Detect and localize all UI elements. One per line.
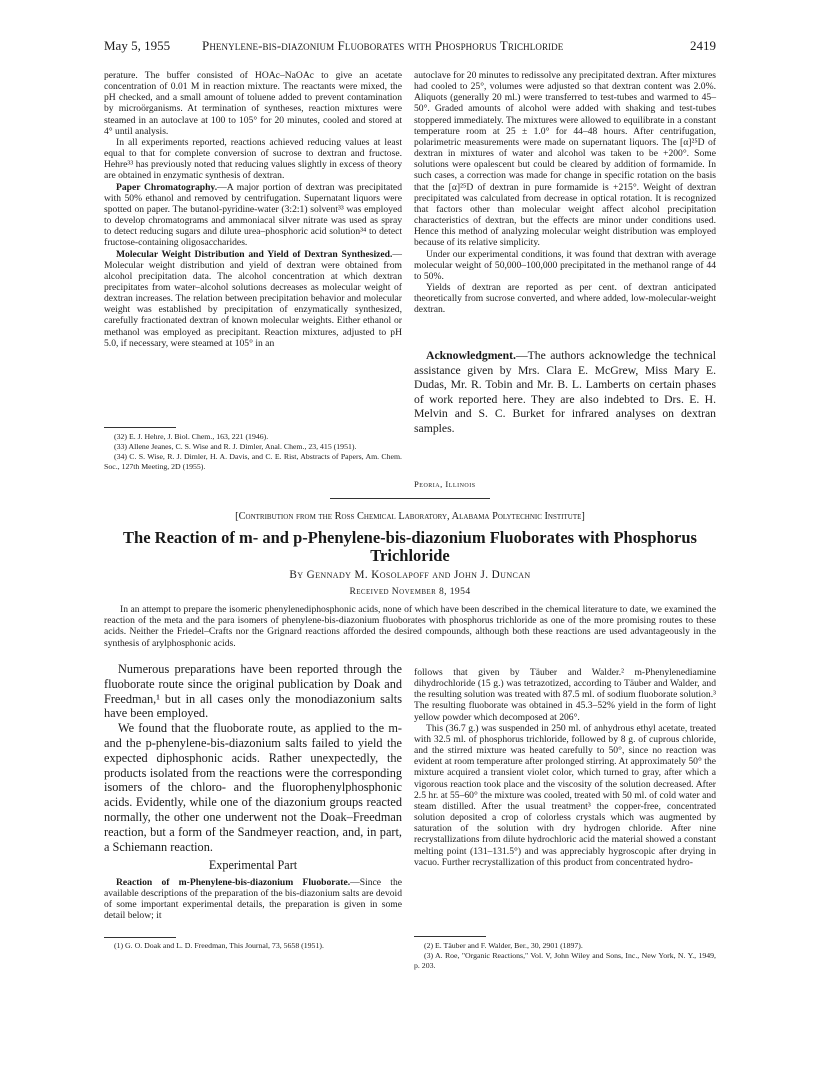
paragraph: This (36.7 g.) was suspended in 250 ml. of anhydrous ethyl acetate, treated with 32.5 ml. of phosphorus trichloride, followed by 8 g. of cuprous chloride, and the stirred mixture was heated carefully to 50°, since no reaction was evident at room temperature after prolonged stirring. At approximately 50° the mixture acquired a transient violet color, which turned to gray, after which a vigorous reaction took place and the viscosity of the solution decreased. After 2.5 hr. at 55–60° the mixture was cooled, treated with 50 ml. of cold water and steam distilled. After the usual treatment³ the copper-free, concentrated solution deposited a crop of colorless crystals which was augmented by saturation of the solution with dry hydrogen chloride. After nine recrystallizations from dilute hydrochloric acid the material showed a constant melting point (131–131.5°) and was appreciably hygroscopic after drying in vacuo. Further recrystallization of this product from concentrated hydro- bbox=[414, 722, 716, 868]
footnotes-lower-left bbox=[104, 941, 402, 951]
header-date: May 5, 1955 bbox=[104, 38, 171, 53]
upper-left-column bbox=[104, 70, 402, 349]
page-header bbox=[104, 38, 716, 56]
paragraph-text: —A major portion of dextran was precipitated with 50% ethanol and removed by centrifugation. Supernatant liquors were spotted on paper. The butanol-pyridine-water (3:2:1) solvent³³ was employed to develop chromatograms and ammoniacal silver nitrate was used as spray to detect reducing sugars and dilute urea–phosphoric acid solution³⁴ to detect fructose-containing oligosaccharides. bbox=[104, 181, 402, 249]
paragraph: Under our experimental conditions, it was found that dextran with average molecular weight of 50,000–100,000 precipitated in the methanol range of 44 to 50%. bbox=[414, 248, 716, 282]
section-heading: Experimental Part bbox=[208, 858, 298, 872]
lower-right-column bbox=[414, 667, 716, 868]
paragraph-text: —Molecular weight distribution and yield of dextran were obtained from alcohol precipitation data. The alcohol concentration at which dextran precipitates from water–alcohol solutions decreases as molecular weight of dextran increases. The relation between precipitation behavior and molecular weight was established by precipitation of enzymatically synthesized, carefully fractionated dextran of known molecular weights. Either ethanol or methanol was employed as precipitant. Reaction mixtures, adjusted to pH 5.0, if necessary, were steamed at 105° in an bbox=[104, 248, 402, 349]
acknowledgment-text: —The authors acknowledge the technical assistance given by Mrs. Clara E. McGrew, Miss Mary E. Dudas, Mr. R. Tobin and Mr. B. L. Lamberts on certain phases of work reported here. They are also indebted to Drs. E. H. Melvin and S. C. Burket for infrared analyses on dextran samples. bbox=[414, 349, 716, 435]
footnote: (33) Allene Jeanes, C. S. Wise and R. J. Dimler, Anal. Chem., 23, 415 (1951). bbox=[114, 442, 357, 451]
paragraph: Yields of dextran are reported as per cent. of dextran anticipated theoretically from sucrose converted, and where added, low-molecular-weight dextran. bbox=[414, 281, 716, 316]
footnote-rule bbox=[414, 936, 486, 937]
paragraph: Numerous preparations have been reported through the fluoborate route since the original publication by Doak and Freedman,¹ but in all cases only the monodiazonium salts have been employed. bbox=[104, 662, 402, 721]
footnotes-lower-right bbox=[414, 941, 716, 971]
acknowledgment-paragraph bbox=[414, 349, 716, 437]
paragraph bbox=[104, 249, 402, 349]
page-number: 2419 bbox=[690, 38, 716, 53]
paragraph: autoclave for 20 minutes to redissolve any precipitated dextran. After mixtures had cooled to 25°, volumes were adjusted so that dextran content was 2.0%. Aliquots (generally 20 ml.) were transferred to test-tubes and warmed to 45–50°. Graded amounts of alcohol were added with shaking and test-tubes stoppered immediately. The mixtures were allowed to equilibrate in a constant temperature room at 25 ± 1.0° for 44–48 hours. After centrifugation, polarimetric measurements were made on supernatant liquors. The [α]²⁵D of dextran in mixtures of water and alcohol was taken to be +200°. Some solutions were opalescent but could be cleared by addition of formamide. In such cases, a correction was made for change in specific rotation on the basis that the [α]²⁵D of dextran in pure formamide is +215°. Weight of dextran precipitated was calculated from decrease in optical rotation. It is recognized that factors other than molecular weight affect alcohol precipitation characteristics of dextran, but the effects are minor under conditions used. Hence this method of analyzing molecular weight distribution was employed because of its relative simplicity. bbox=[414, 70, 716, 249]
introduction bbox=[104, 662, 402, 854]
paragraph bbox=[104, 182, 402, 249]
footnote-rule bbox=[104, 937, 176, 938]
footnote: (32) E. J. Hehre, J. Biol. Chem., 163, 221 (1946). bbox=[114, 432, 269, 441]
paragraph bbox=[104, 877, 402, 921]
footnotes-upper-left bbox=[104, 432, 402, 472]
affiliation-place: Peoria, Illinois bbox=[414, 479, 476, 489]
paragraph: We found that the fluoborate route, as applied to the m- and the p-phenylene-bis-diazonium salts failed to yield the expected diphosphonic acids. Rather unexpectedly, the products isolated from the reactions were the corresponding isomers of the chloro- and the fluorophenylphosphonic acids. Evidently, while one of the diazonium groups reacted normally, the other one underwent not the Doak–Freedman reaction, but a form of the Sandmeyer reaction, and, in part, a Schiemann reaction. bbox=[104, 721, 402, 854]
abstract bbox=[104, 604, 716, 649]
run-in-heading: Reaction of m-Phenylene-bis-diazonium Fluoborate. bbox=[116, 877, 351, 888]
acknowledgment-heading: Acknowledgment. bbox=[426, 349, 516, 362]
article-divider bbox=[330, 498, 490, 499]
paragraph-text: —Since the available descriptions of the preparation of the bis-diazonium salts are devoid of some important experimental details, the preparation is given in some detail below; it bbox=[104, 877, 402, 922]
paragraph: follows that given by Täuber and Walder.² m-Phenylenediamine dihydrochloride (15 g.) was tetrazotized, according to Täuber and Walder, and the resulting solution was treated with 87.5 ml. of sodium fluoborate solution.³ The resulting fluoborate was obtained in 45.3–52% yield in the form of light yellow powder which decomposed at 206°. bbox=[414, 667, 716, 723]
footnote: (1) G. O. Doak and L. D. Freedman, This Journal, 73, 5658 (1951). bbox=[114, 941, 324, 950]
received-date: Received November 8, 1954 bbox=[349, 586, 471, 597]
contribution-line: [Contribution from the Ross Chemical Laboratory, Alabama Polytechnic Institute] bbox=[235, 511, 585, 522]
footnote-rule bbox=[104, 427, 176, 428]
footnote: (34) C. S. Wise, R. J. Dimler, H. A. Davis, and C. E. Rist, Abstracts of Papers, Am. Chem. Soc., 127th Meeting, 2D (1955). bbox=[104, 452, 402, 471]
run-in-heading: Molecular Weight Distribution and Yield of Dextran Synthesized. bbox=[116, 248, 393, 260]
run-in-heading: Paper Chromatography. bbox=[116, 181, 218, 193]
paragraph: In all experiments reported, reactions achieved reducing values at least equal to that for complete conversion of sucrose to dextran and fructose. Hehre³³ has previously noted that reducing values slightly in excess of theory are obtained in enzymatic synthesis of dextran. bbox=[104, 136, 402, 182]
footnote: (2) E. Täuber and F. Walder, Ber., 30, 2901 (1897). bbox=[424, 941, 583, 950]
abstract-text: In an attempt to prepare the isomeric phenylenediphosphonic acids, none of which have been described in the chemical literature to date, we examined the reaction of the meta and the para isomers of phenylene-bis-diazonium fluoborates with phosphorus trichloride as one of the more promising routes to these acids. Neither the Friedel–Crafts nor the Grignard reactions afforded the desired compounds, although both these reactions are used advantageously in the synthesis of arylphosphonic acids. bbox=[104, 604, 716, 649]
running-title: Phenylene-bis-diazonium Fluoborates with Phosphorus Trichloride bbox=[202, 38, 564, 53]
experimental-text bbox=[104, 877, 402, 921]
paragraph: perature. The buffer consisted of HOAc–NaOAc to give an acetate concentration of 0.01 M in reaction mixture. The reactants were mixed, the pH checked, and a small amount of toluene added to prevent contamination by microörganisms. At termination of syntheses, reaction mixtures were steamed in an autoclave at 100 to 105° for 20 minutes, cooled and stored at 4° until analysis. bbox=[104, 70, 402, 137]
footnote: (3) A. Roe, "Organic Reactions," Vol. V, John Wiley and Sons, Inc., New York, N. Y., 1949, p. 203. bbox=[414, 951, 716, 970]
byline: By Gennady M. Kosolapoff and John J. Duncan bbox=[289, 569, 531, 581]
article-title: The Reaction of m- and p-Phenylene-bis-diazonium Fluoborates with Phosphorus Trichloride bbox=[123, 528, 697, 565]
upper-right-column bbox=[414, 70, 716, 315]
acknowledgment bbox=[414, 349, 716, 437]
